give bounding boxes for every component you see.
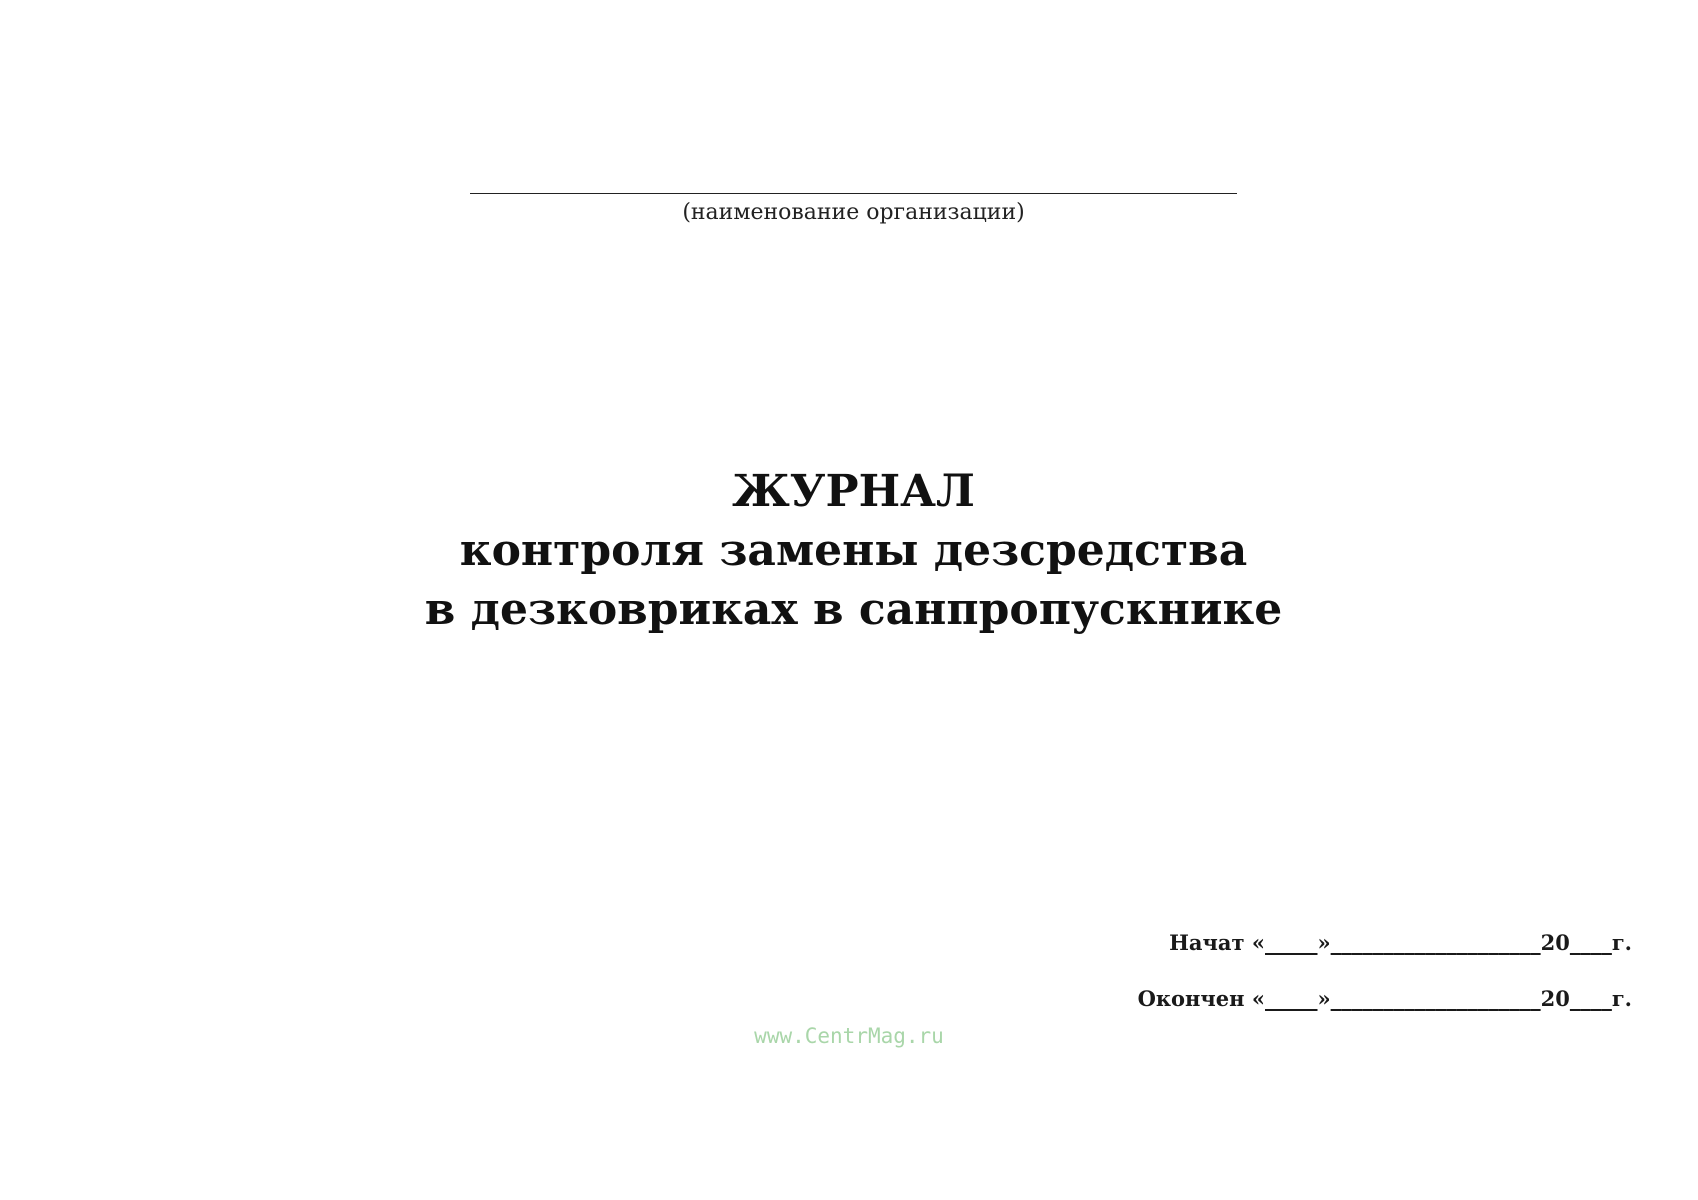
- organization-name-caption: (наименование организации): [682, 200, 1025, 225]
- start-date-field: Начат «_____»____________________20____г.: [1169, 930, 1632, 955]
- organization-name-line: [470, 193, 1237, 194]
- journal-title: [300, 462, 1407, 639]
- title-line-3: в дезковриках в санпропускнике: [424, 584, 1283, 635]
- watermark: www.CentrMag.ru: [754, 1024, 944, 1048]
- title-line-2: контроля замены дезсредства: [459, 525, 1248, 576]
- title-line-1: ЖУРНАЛ: [732, 466, 975, 517]
- end-date-field: Окончен «_____»____________________20____г.: [1137, 986, 1632, 1011]
